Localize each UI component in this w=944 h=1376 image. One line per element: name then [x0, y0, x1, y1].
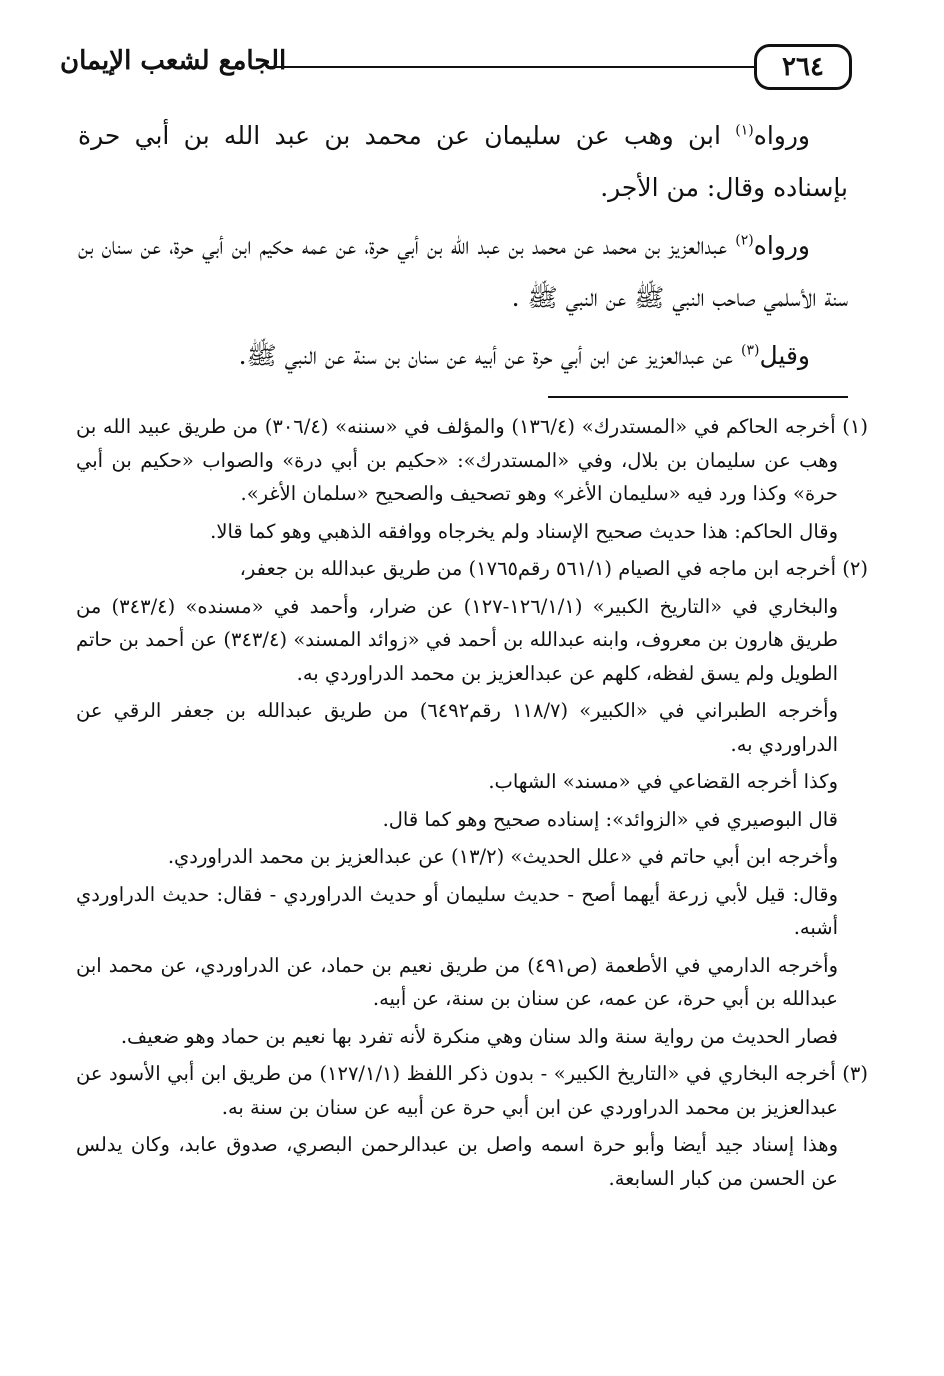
- footnote-separator: [548, 396, 848, 398]
- footnote-2-continued: فصار الحديث من رواية سنة والد سنان وهي منكرة لأنه تفرد بها نعيم بن حماد وهو ضعيف.: [120, 1024, 838, 1048]
- footnote-2-continued: والبخاري في «التاريخ الكبير» (١٢٦/١/١-١٢٧) عن ضرار، وأحمد في «مسنده» (٣٤٣/٤) من طريق هارون بن معروف، وابنه عبدالله بن أحمد في «زوائد المسند» (٣٤٣/٤) عن أحمد بن حاتم الطويل ولم يسق لفظه، كلهم عن عبدالعزيز بن محمد الدراوردي به.: [76, 594, 838, 685]
- footnote-2-continued: قال البوصيري في «الزوائد»: إسناده صحيح وهو كما قال.: [382, 807, 838, 831]
- paragraph-text: عن عبدالعزيز عن ابن أبي حرة عن أبيه عن سنان بن سنة عن النبي ﷺ.: [238, 341, 742, 370]
- book-title: الجامع لشعب الإيمان: [60, 46, 287, 76]
- footnote-1: (١) أخرجه الحاكم في «المستدرك» (١٣٦/٤) والمؤلف في «سننه» (٣٠٦/٤) من طريق عبيد الله بن وهب عن سليمان بن بلال، وفي «المستدرك»: «حكيم بن أبي درة» والصواب «حكيم بن أبي حرة» وكذا ورد فيه «سليمان الأغر» وهو تصحيف والصحيح «سلمان الأغر».: [76, 415, 869, 505]
- main-paragraph: [78, 110, 848, 214]
- page-number: ٢٦٤: [754, 44, 852, 90]
- footnote-2-continued: وأخرجه الطبراني في «الكبير» (١١٨/٧ رقم٦٤٩٢) من طريق عبدالله بن جعفر الرقي عن الدراوردي به.: [76, 699, 838, 756]
- footnote-ref: (١): [735, 122, 754, 139]
- page-header: [60, 36, 852, 96]
- paragraph-text: عبدالعزيز بن محمد عن محمد بن عبد الله بن أبي حرة، عن عمه حكيم ابن أبي حرة، عن سنان بن سنة الأسلمي صاحب النبي ﷺ عن النبي ﷺ .: [78, 231, 848, 312]
- footnote-2: (٢) أخرجه ابن ماجه في الصيام (٥٦١/١ رقم١٧٦٥) من طريق عبدالله بن جعفر،: [239, 557, 868, 580]
- main-paragraph: [78, 220, 848, 324]
- footnote-2-continued: وقال: قيل لأبي زرعة أيهما أصح - حديث سليمان أو حديث الدراوردي - فقال: حديث الدراوردي أشبه.: [76, 882, 838, 939]
- footnote-1-continued: وقال الحاكم: هذا حديث صحيح الإسناد ولم يخرجاه ووافقه الذهبي وهو كما قالا.: [210, 519, 838, 543]
- footnote-2-continued: وأخرجه الدارمي في الأطعمة (ص٤٩١) من طريق نعيم بن حماد، عن الدراوردي، عن محمد ابن عبدالله بن أبي حرة، عن عمه، عن سنان بن سنة، عن أبيه.: [76, 953, 838, 1010]
- footnote-2-continued: وكذا أخرجه القضاعي في «مسند» الشهاب.: [488, 770, 838, 793]
- footnotes: [76, 410, 868, 1199]
- paragraph-lead: ورواه: [753, 121, 810, 150]
- footnote-3: (٣) أخرجه البخاري في «التاريخ الكبير» - بدون ذكر اللفظ (١٢٧/١/١) من طريق ابن أبي الأسود عن عبدالعزيز بن محمد الدراوردي عن ابن أبي حرة عن أبيه عن سنان بن سنة به.: [76, 1062, 868, 1119]
- footnote-3-continued: وهذا إسناد جيد أيضا وأبو حرة اسمه واصل بن عبدالرحمن البصري، صدوق عابد، وكان يدلس عن الحسن من كبار السابعة.: [76, 1133, 838, 1190]
- main-text: [78, 110, 848, 388]
- main-paragraph: [78, 330, 848, 382]
- paragraph-lead: وقيل: [759, 341, 810, 370]
- footnote-ref: (٢): [735, 232, 754, 249]
- paragraph-lead: ورواه: [753, 231, 810, 260]
- footnote-ref: (٣): [741, 342, 760, 359]
- footnote-2-continued: وأخرجه ابن أبي حاتم في «علل الحديث» (١٣/٢) عن عبدالعزيز بن محمد الدراوردي.: [167, 845, 838, 868]
- header-rule: [268, 66, 757, 68]
- paragraph-text: ابن وهب عن سليمان عن محمد بن عبد الله بن أبي حرة بإسناده وقال: من الأجر.: [78, 121, 848, 202]
